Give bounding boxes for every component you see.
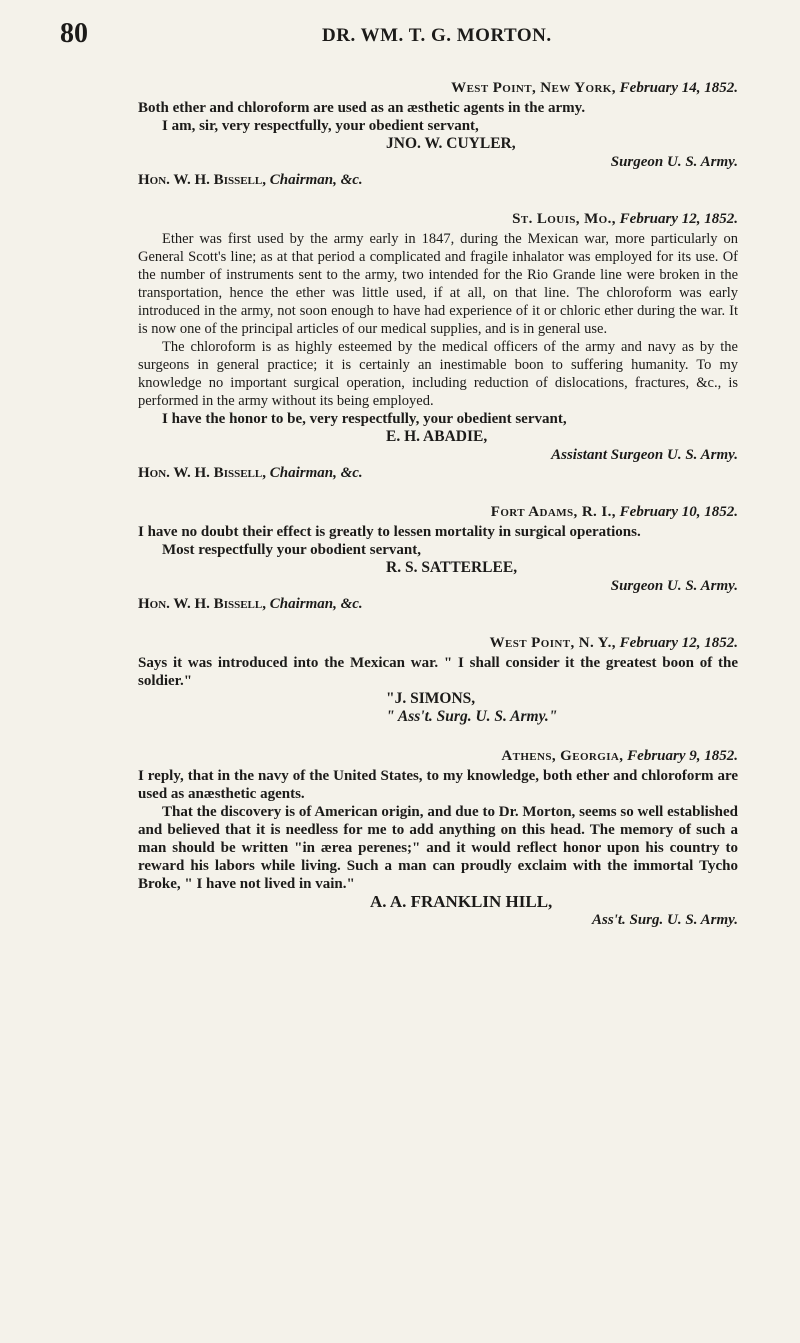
dateline-date: February 12, 1852. (619, 635, 738, 651)
letter-addressee (138, 464, 738, 482)
dateline-place: West Point, N. Y., (489, 635, 616, 651)
dateline-place: West Point, New York, (451, 80, 616, 96)
addressee-role: Chairman, &c. (269, 596, 363, 612)
letter-simons (138, 635, 738, 726)
signatory-title: " Ass't. Surg. U. S. Army." (386, 708, 558, 725)
running-head: DR. WM. T. G. MORTON. (322, 25, 552, 46)
signatory-title: Surgeon U. S. Army. (610, 578, 738, 594)
letter-paragraph: That the discovery is of American origin, and due to Dr. Morton, seems so well established and believed that it is needless for me to add anything on this head. The memory of such a man should be written "in ærea perenes;" and it would reflect honor upon his country to reward his labors while living. Such a man can proudly exclaim with the immortal Tycho Broke, " I have not lived in vain." (138, 804, 738, 892)
addressee-name: Hon. W. H. Bissell, (138, 172, 266, 188)
letter-paragraph: I have no doubt their effect is greatly to lessen mortality in surgical operations. (138, 524, 641, 540)
letter-hill (138, 748, 738, 929)
dateline-date: February 14, 1852. (619, 80, 738, 96)
page-body (138, 80, 738, 951)
letter-paragraph: I reply, that in the navy of the United States, to my knowledge, both ether and chloroform are used as anæsthetic agents. (138, 768, 738, 802)
letter-signature: "J. SIMONS, (386, 690, 476, 707)
addressee-name: Hon. W. H. Bissell, (138, 465, 266, 481)
signatory-title: Assistant Surgeon U. S. Army. (551, 447, 738, 463)
addressee-role: Chairman, &c. (269, 465, 363, 481)
letter-dateline (138, 748, 738, 765)
addressee-name: Hon. W. H. Bissell, (138, 596, 266, 612)
letter-dateline (138, 635, 738, 652)
letter-signature: A. A. FRANKLIN HILL, (370, 892, 553, 911)
letter-paragraph: Both ether and chloroform are used as an æsthetic agents in the army. (138, 100, 586, 116)
dateline-place: St. Louis, Mo., (512, 211, 616, 227)
letter-satterlee (138, 504, 738, 613)
page-header (60, 18, 760, 52)
letter-paragraph: Says it was introduced into the Mexican war. " I shall consider it the greatest boon of the soldier." (138, 655, 738, 689)
letter-abadie (138, 211, 738, 482)
addressee-role: Chairman, &c. (269, 172, 363, 188)
letter-signature: R. S. SATTERLEE, (386, 559, 518, 576)
letter-dateline (138, 80, 738, 97)
letter-closing: I have the honor to be, very respectfully, your obedient servant, (162, 411, 567, 427)
letter-closing: Most respectfully your obodient servant, (162, 542, 422, 558)
letter-closing: I am, sir, very respectfully, your obedient servant, (162, 118, 479, 134)
letter-addressee (138, 171, 738, 189)
letter-cuyler (138, 80, 738, 189)
letter-signature: JNO. W. CUYLER, (386, 135, 516, 152)
letter-paragraph: Ether was first used by the army early in 1847, during the Mexican war, more particularly on General Scott's line; as at that period a complicated and fragile inhalator was employed for its use. Of the number of instruments sent to the army, two intended for the Rio Grande line were broken in the transportation, hence the ether was little used, if at all, on that line. The chloroform was early introduced in the army, not soon enough to have had experience of it or chloric ether during the war. It is now one of the principal articles of our medical supplies, and is in general use. (138, 231, 738, 337)
letter-paragraph: The chloroform is as highly esteemed by the medical officers of the army and navy as by the surgeons in general practice; it is certainly an inestimable boon to suffering humanity. To my knowledge no important surgical operation, including reduction of dislocations, fractures, &c., is performed in the army without its being employed. (138, 339, 738, 409)
letter-dateline (138, 504, 738, 521)
letter-addressee (138, 595, 738, 613)
letter-dateline (138, 211, 738, 228)
dateline-date: February 9, 1852. (627, 748, 738, 764)
dateline-place: Fort Adams, R. I., (490, 504, 616, 520)
dateline-place: Athens, Georgia, (501, 748, 624, 764)
dateline-date: February 12, 1852. (619, 211, 738, 227)
signatory-title: Ass't. Surg. U. S. Army. (591, 912, 738, 928)
page-number: 80 (60, 18, 88, 49)
signatory-title: Surgeon U. S. Army. (610, 154, 738, 170)
dateline-date: February 10, 1852. (619, 504, 738, 520)
letter-signature: E. H. ABADIE, (386, 428, 488, 445)
